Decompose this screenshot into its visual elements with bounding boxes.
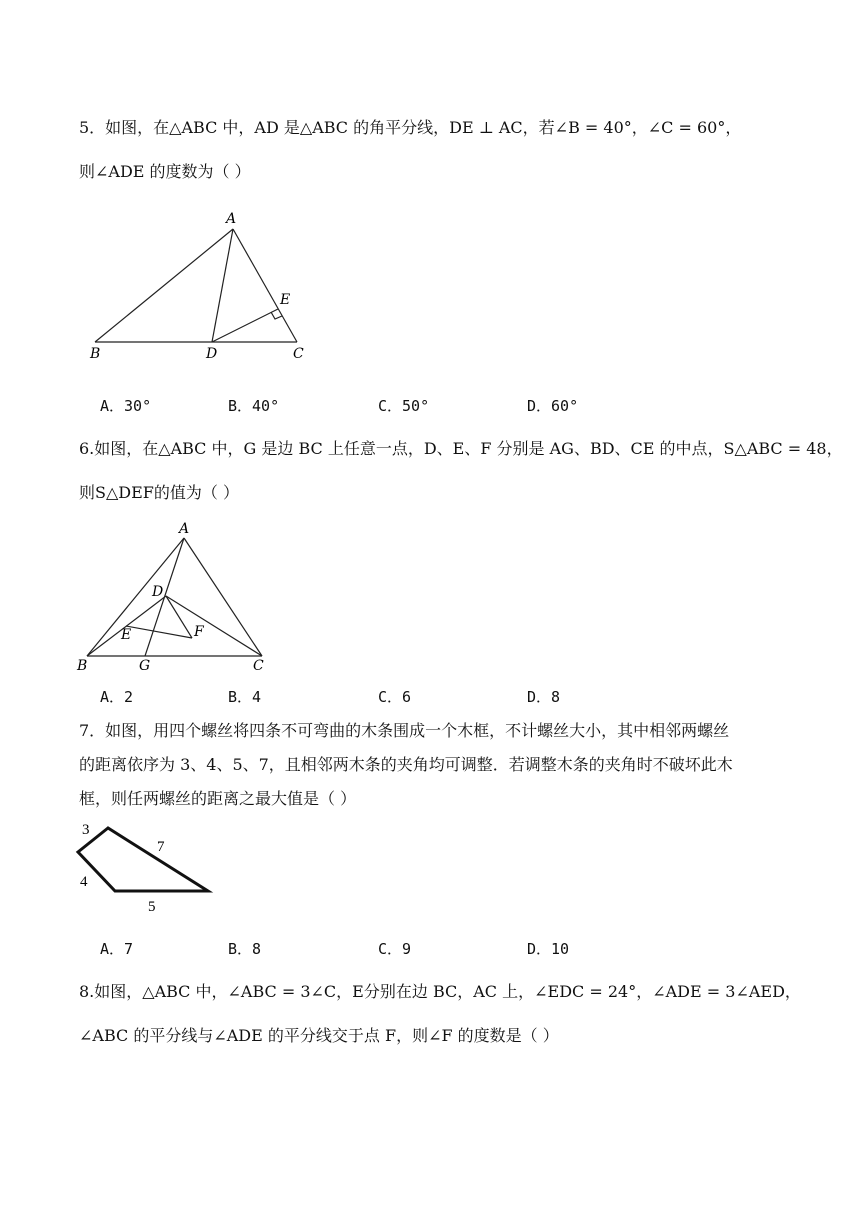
q5-label-c: C bbox=[293, 346, 304, 362]
q6-label-g: G bbox=[139, 658, 151, 673]
q7-option-b[interactable]: B．8 bbox=[228, 940, 262, 958]
q5-figure bbox=[85, 205, 325, 365]
q7-side-label-7: 7 bbox=[157, 839, 165, 855]
q5-label-a: A bbox=[226, 211, 237, 227]
q6-label-a: A bbox=[179, 521, 190, 537]
q5-label-d: D bbox=[206, 346, 218, 362]
q5-option-b[interactable]: B．40° bbox=[228, 397, 280, 415]
q7-line-3: 框，则任两螺丝的距离之最大值是（ ） bbox=[79, 789, 357, 808]
q6-line-1: 6.如图，在△ABC 中，G 是边 BC 上任意一点，D、E、F 分别是 AG、BD、CE 的中点，S△ABC = 48， bbox=[79, 439, 843, 458]
q5-line-1: 5．如图，在△ABC 中，AD 是△ABC 的角平分线，DE ⊥ AC，若∠B = 40°，∠C = 60°， bbox=[79, 118, 742, 137]
q6-label-e: E bbox=[121, 627, 132, 643]
q6-label-b: B bbox=[77, 658, 88, 673]
q7-figure bbox=[70, 818, 220, 918]
q6-option-b[interactable]: B．4 bbox=[228, 688, 262, 706]
q5-option-c[interactable]: C．50° bbox=[378, 397, 430, 415]
q6-figure bbox=[75, 518, 275, 673]
q6-line-2: 则S△DEF的值为（ ） bbox=[79, 483, 239, 502]
q7-side-label-5: 5 bbox=[148, 899, 156, 915]
q7-side-label-3: 3 bbox=[82, 822, 90, 838]
q6-label-f: F bbox=[194, 624, 204, 640]
q6-option-a[interactable]: A．2 bbox=[100, 688, 134, 706]
q5-label-b: B bbox=[90, 346, 101, 362]
q6-label-c: C bbox=[253, 658, 264, 673]
q7-line-1: 7．如图，用四个螺丝将四条不可弯曲的木条围成一个木框，不计螺丝大小，其中相邻两螺丝 bbox=[79, 721, 730, 740]
q6-label-d: D bbox=[152, 584, 164, 600]
q7-option-d[interactable]: D．10 bbox=[527, 940, 570, 958]
q5-line-2: 则∠ADE 的度数为（ ） bbox=[79, 162, 251, 181]
q7-option-c[interactable]: C．9 bbox=[378, 940, 412, 958]
q8-line-1: 8.如图，△ABC 中，∠ABC = 3∠C，E分别在边 BC，AC 上，∠EDC = 24°，∠ADE = 3∠AED， bbox=[79, 982, 801, 1001]
q5-option-a[interactable]: A．30° bbox=[100, 397, 152, 415]
q5-label-e: E bbox=[280, 292, 291, 308]
q6-option-c[interactable]: C．6 bbox=[378, 688, 412, 706]
q8-line-2: ∠ABC 的平分线与∠ADE 的平分线交于点 F，则∠F 的度数是（ ） bbox=[79, 1026, 559, 1045]
q6-option-d[interactable]: D．8 bbox=[527, 688, 561, 706]
q7-line-2: 的距离依序为 3、4、5、7，且相邻两木条的夹角均可调整．若调整木条的夹角时不破坏此木 bbox=[79, 755, 733, 774]
q7-option-a[interactable]: A．7 bbox=[100, 940, 134, 958]
q7-side-label-4: 4 bbox=[80, 874, 88, 890]
q5-option-d[interactable]: D．60° bbox=[527, 397, 579, 415]
